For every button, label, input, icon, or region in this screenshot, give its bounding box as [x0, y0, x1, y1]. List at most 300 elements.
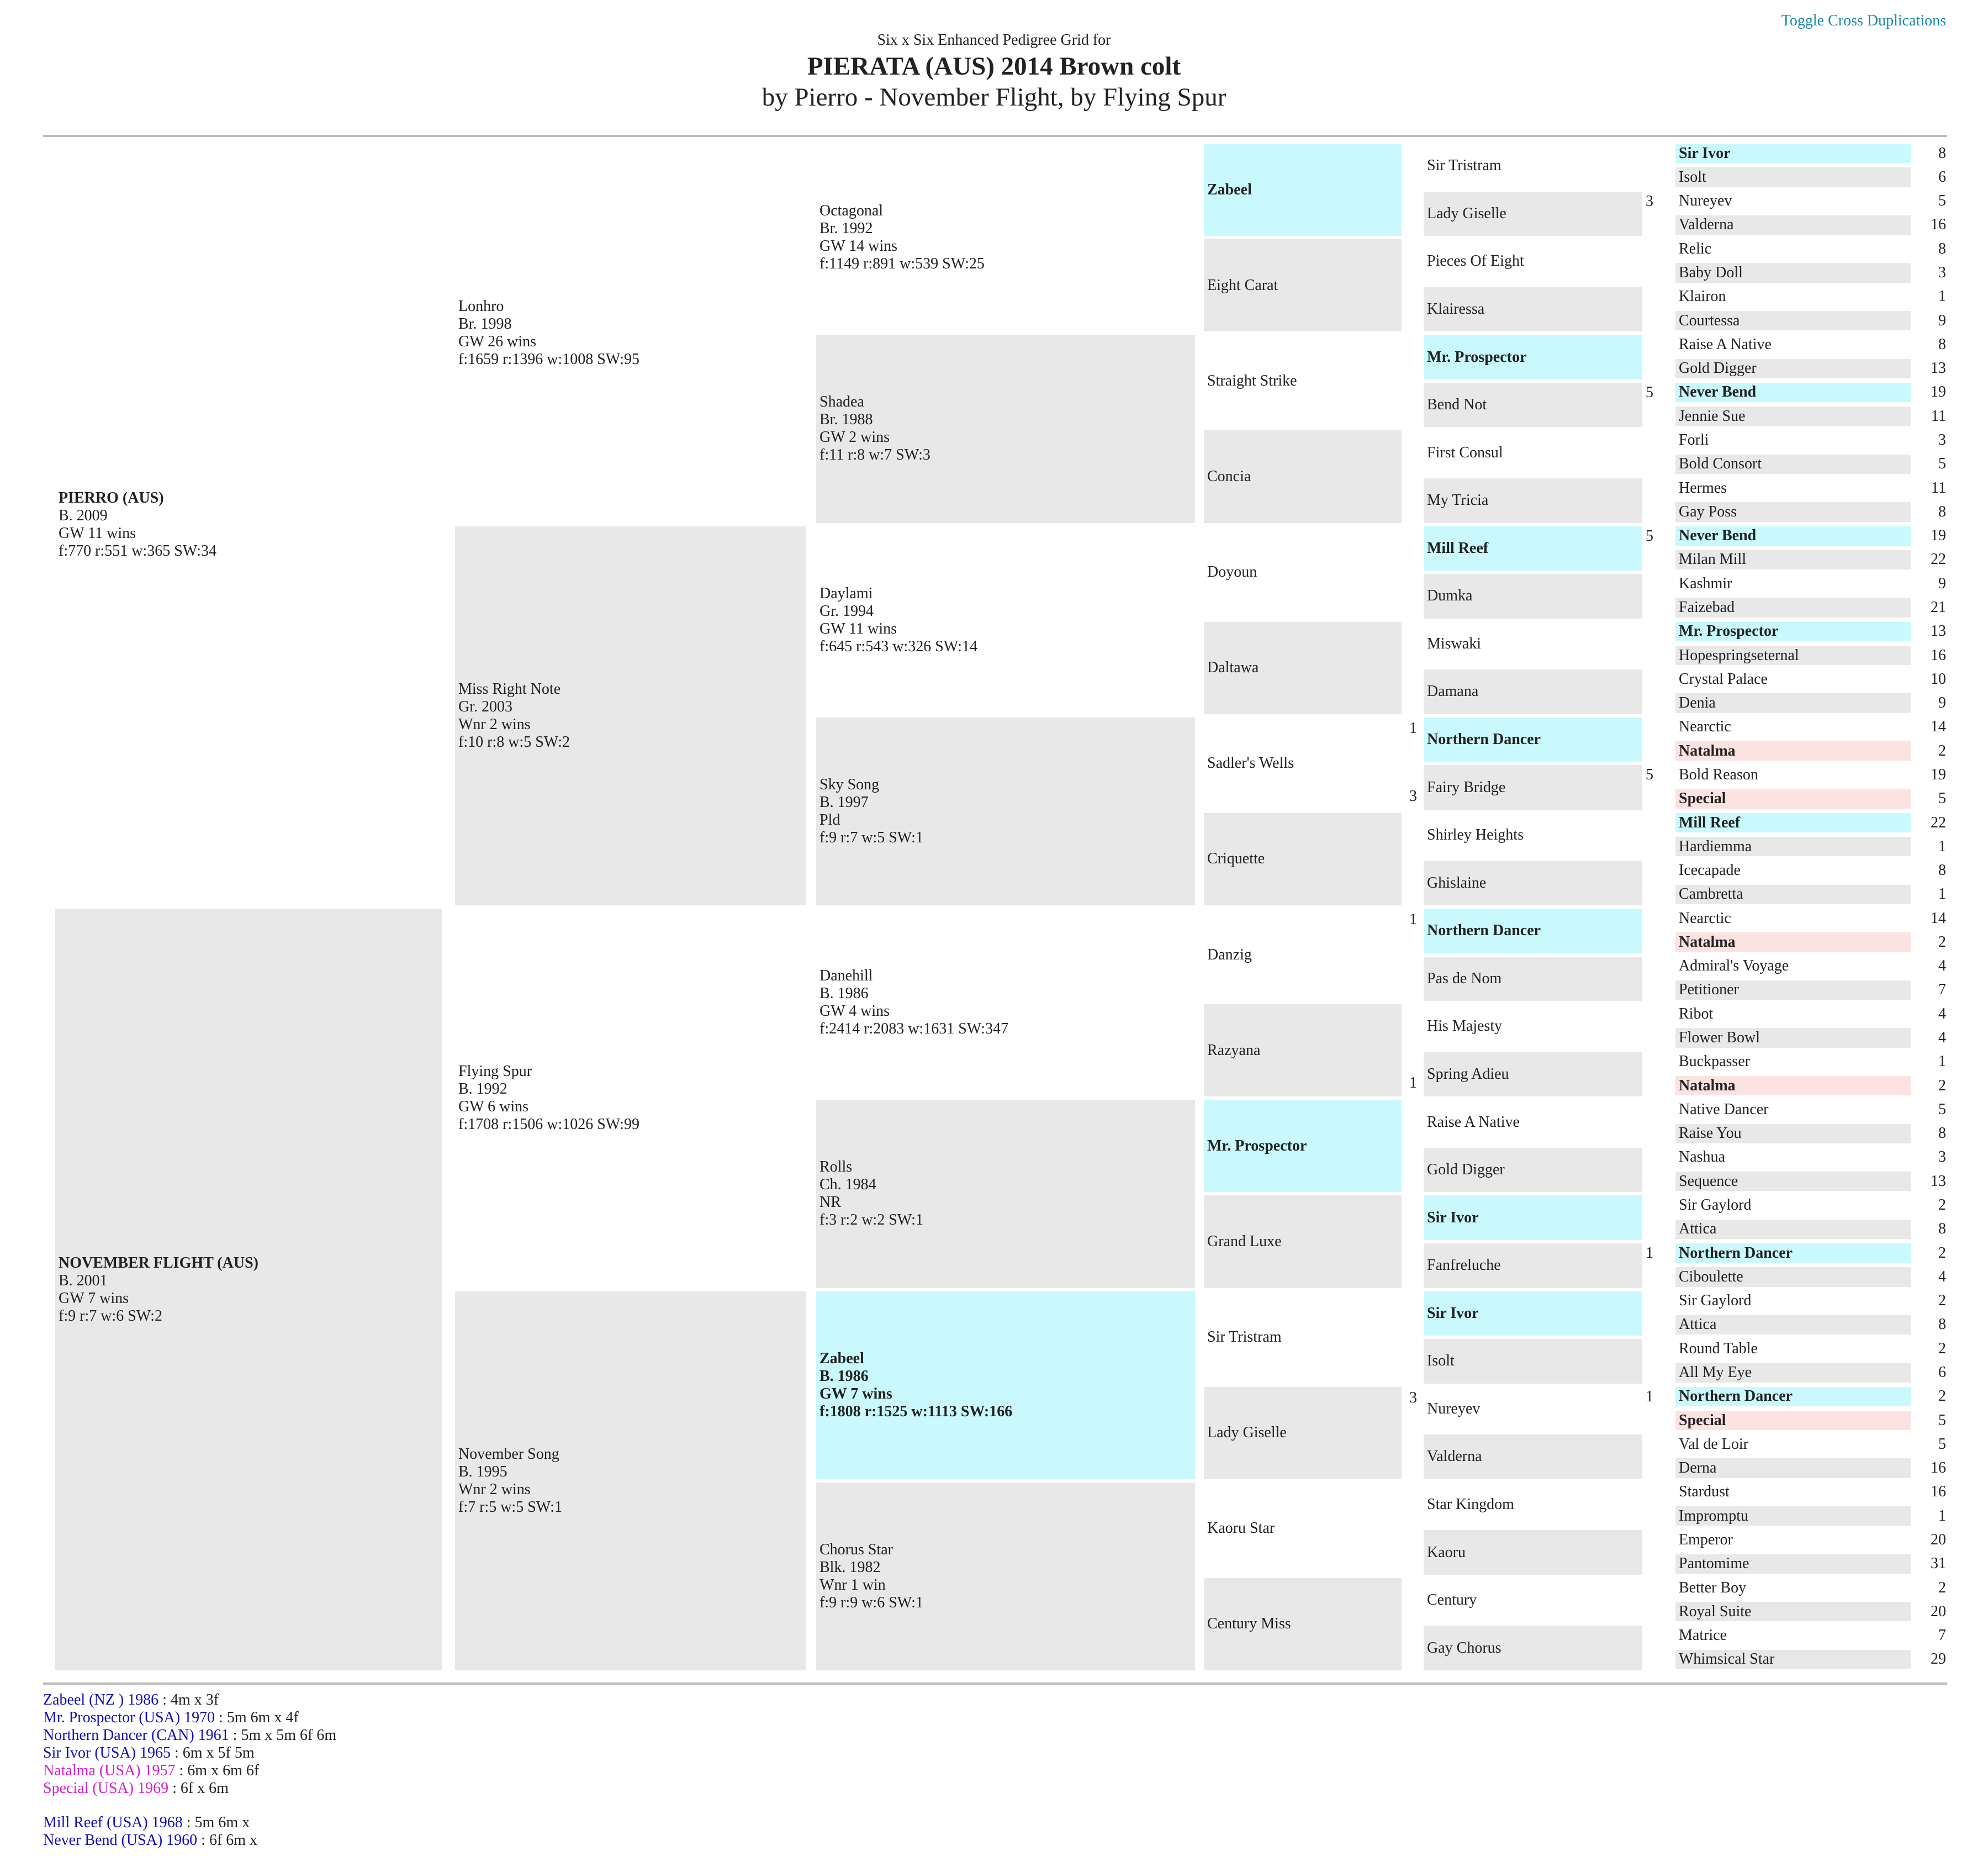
pedigree-cell-pierro-aus[interactable]	[55, 144, 442, 905]
horse-name: All My Eye	[1679, 1363, 1752, 1381]
pedigree-cell-isolt[interactable]	[1675, 167, 1911, 187]
pedigree-cell-damana[interactable]	[1424, 669, 1642, 714]
pedigree-cell-better-boy[interactable]	[1675, 1578, 1911, 1597]
horse-name: First Consul	[1427, 444, 1503, 461]
ancestor-count: 31	[1931, 1555, 1946, 1573]
horse-detail: GW 2 wins	[819, 429, 890, 446]
ancestor-count: 2	[1938, 742, 1946, 759]
horse-detail: f:770 r:551 w:365 SW:34	[59, 542, 216, 560]
ancestor-count: 7	[1938, 981, 1946, 999]
pedigree-cell-royal-suite[interactable]	[1675, 1602, 1911, 1621]
horse-name: Faizebad	[1679, 598, 1735, 616]
pedigree-cell-hopespringseternal[interactable]	[1675, 646, 1911, 665]
horse-detail: B. 2009	[59, 507, 108, 524]
pedigree-cell-forli[interactable]	[1675, 430, 1911, 450]
legend-horse-link[interactable]: Never Bend (USA) 1960	[43, 1832, 198, 1849]
horse-name: Relic	[1679, 240, 1712, 257]
horse-detail: f:9 r:7 w:6 SW:2	[59, 1307, 162, 1325]
pedigree-cell-daltawa[interactable]	[1204, 622, 1402, 714]
legend-row	[43, 1762, 336, 1780]
ancestor-count: 1	[1938, 1053, 1946, 1070]
horse-detail: f:3 r:2 w:2 SW:1	[819, 1211, 923, 1229]
ancestor-count: 4	[1938, 1005, 1946, 1022]
horse-detail: GW 14 wins	[819, 238, 898, 255]
ancestor-count: 20	[1931, 1531, 1946, 1548]
horse-name: Sequence	[1679, 1172, 1738, 1190]
ancestor-count: 19	[1931, 766, 1946, 783]
horse-name: Natalma	[1679, 742, 1736, 759]
horse-name: Danzig	[1207, 946, 1252, 963]
horse-detail: Ch. 1984	[819, 1176, 876, 1194]
pedigree-cell-petitioner[interactable]	[1675, 980, 1911, 1000]
ancestor-count: 9	[1938, 312, 1946, 329]
horse-name: Cambretta	[1679, 885, 1743, 903]
pedigree-cell-shirley-heights[interactable]	[1424, 813, 1642, 858]
cross-count: 3	[1409, 1389, 1417, 1406]
legend-row	[43, 1709, 336, 1727]
legend-horse-link[interactable]: Special (USA) 1969	[43, 1780, 169, 1797]
pedigree-cell-zabeel[interactable]	[1204, 144, 1402, 236]
ancestor-count: 8	[1938, 503, 1946, 520]
horse-name: Better Boy	[1679, 1579, 1747, 1596]
pedigree-cell-matrice[interactable]	[1675, 1626, 1911, 1645]
pedigree-cell-danehill[interactable]	[816, 909, 1195, 1096]
ancestor-count: 22	[1931, 551, 1946, 568]
horse-name: Attica	[1679, 1220, 1717, 1238]
horse-detail: B. 1992	[458, 1080, 507, 1098]
pedigree-cell-cambretta[interactable]	[1675, 885, 1911, 904]
horse-name: Sir Ivor	[1679, 144, 1731, 162]
horse-name: Courtessa	[1679, 312, 1740, 329]
pedigree-cell-sir-ivor[interactable]	[1424, 1195, 1642, 1240]
horse-name: Hermes	[1679, 479, 1727, 497]
pedigree-cell-pieces-of-eight[interactable]	[1424, 239, 1642, 284]
pedigree-cell-hermes[interactable]	[1675, 478, 1911, 498]
horse-name: Doyoun	[1207, 563, 1257, 581]
pedigree-cell-stardust[interactable]	[1675, 1483, 1911, 1502]
legend-cross-text: : 4m x 3f	[158, 1691, 219, 1708]
legend-cross-text: : 5m 6m x 4f	[215, 1709, 299, 1726]
pedigree-cell-sequence[interactable]	[1675, 1172, 1911, 1191]
ancestor-count: 4	[1938, 1029, 1946, 1047]
horse-name: Zabeel	[819, 1349, 864, 1367]
horse-name: Natalma	[1679, 933, 1736, 951]
pedigree-cell-lady-giselle[interactable]	[1424, 192, 1642, 236]
legend-cross-text: : 6m x 5f 5m	[171, 1744, 255, 1761]
pedigree-cell-miss-right-note[interactable]	[455, 526, 806, 906]
horse-name: Nureyev	[1427, 1400, 1481, 1417]
pedigree-cell-never-bend[interactable]	[1675, 526, 1911, 546]
ancestor-count: 13	[1931, 623, 1946, 640]
horse-name: Flower Bowl	[1679, 1029, 1760, 1047]
pedigree-cell-nearctic[interactable]	[1675, 718, 1911, 737]
horse-name: Attica	[1679, 1316, 1717, 1333]
pedigree-cell-valderna[interactable]	[1675, 215, 1911, 235]
horse-detail: NR	[819, 1194, 841, 1211]
cross-count: 5	[1646, 527, 1653, 545]
legend-horse-link[interactable]: Sir Ivor (USA) 1965	[43, 1744, 171, 1761]
horse-name: Jennie Sue	[1679, 407, 1746, 425]
horse-detail: Wnr 2 wins	[458, 1480, 531, 1498]
legend-cross-text: : 6m x 6m 6f	[175, 1762, 260, 1779]
horse-name: Denia	[1679, 694, 1716, 712]
horse-detail: GW 4 wins	[819, 1003, 890, 1020]
horse-name: Whimsical Star	[1679, 1650, 1775, 1668]
horse-name: Mill Reef	[1679, 814, 1741, 831]
horse-name: Raise A Native	[1679, 335, 1772, 353]
horse-name: Bend Not	[1427, 396, 1487, 414]
pedigree-cell-gay-poss[interactable]	[1675, 502, 1911, 521]
pedigree-cell-kashmir[interactable]	[1675, 574, 1911, 593]
pedigree-cell-my-tricia[interactable]	[1424, 478, 1642, 523]
horse-name: Dumka	[1427, 587, 1473, 605]
pedigree-cell-straight-strike[interactable]	[1204, 335, 1402, 427]
horse-name: Mr. Prospector	[1427, 348, 1527, 366]
ancestor-count: 11	[1931, 407, 1946, 425]
ancestor-count: 13	[1931, 360, 1946, 377]
pedigree-cell-klairon[interactable]	[1675, 287, 1911, 307]
pedigree-cell-danzig[interactable]	[1204, 909, 1402, 1001]
legend-row	[43, 1727, 336, 1744]
horse-name: Mr. Prospector	[1207, 1137, 1307, 1154]
pedigree-cell-zabeel[interactable]	[816, 1291, 1195, 1479]
ancestor-count: 5	[1938, 790, 1946, 808]
pedigree-cell-gold-digger[interactable]	[1675, 359, 1911, 378]
pedigree-cell-nureyev[interactable]	[1424, 1387, 1642, 1432]
pedigree-cell-derna[interactable]	[1675, 1458, 1911, 1478]
horse-name: Sir Ivor	[1427, 1209, 1479, 1226]
pedigree-cell-november-song[interactable]	[455, 1291, 806, 1671]
pedigree-cell-octagonal[interactable]	[816, 144, 1195, 331]
pedigree-cell-gold-digger[interactable]	[1424, 1148, 1642, 1193]
pedigree-cell-dumka[interactable]	[1424, 574, 1642, 619]
pedigree-cell-miswaki[interactable]	[1424, 622, 1642, 667]
pedigree-cell-pantomime[interactable]	[1675, 1554, 1911, 1574]
horse-name: Pieces Of Eight	[1427, 252, 1524, 270]
toggle-cross-duplications-link[interactable]: Toggle Cross Duplications	[1781, 12, 1946, 29]
pedigree-cell-isolt[interactable]	[1424, 1339, 1642, 1384]
ancestor-count: 1	[1938, 288, 1946, 305]
pedigree-cell-flower-bowl[interactable]	[1675, 1028, 1911, 1047]
horse-name: Grand Luxe	[1207, 1232, 1282, 1250]
horse-name: Hopespringseternal	[1679, 646, 1799, 664]
horse-title: PIERATA (AUS) 2014 Brown colt	[807, 52, 1181, 81]
ancestor-count: 22	[1931, 814, 1946, 831]
pedigree-cell-his-majesty[interactable]	[1424, 1004, 1642, 1049]
horse-detail: GW 11 wins	[59, 524, 136, 542]
ancestor-count: 4	[1938, 957, 1946, 975]
horse-detail: f:1149 r:891 w:539 SW:25	[819, 255, 985, 273]
pedigree-cell-never-bend[interactable]	[1675, 383, 1911, 402]
ancestor-count: 11	[1931, 479, 1946, 497]
horse-name: Natalma	[1679, 1077, 1736, 1094]
pedigree-cell-emperor[interactable]	[1675, 1530, 1911, 1549]
ancestor-count: 20	[1931, 1602, 1946, 1620]
pedigree-cell-first-consul[interactable]	[1424, 430, 1642, 475]
horse-detail: GW 11 wins	[819, 620, 897, 637]
pedigree-cell-northern-dancer[interactable]	[1675, 1243, 1911, 1263]
horse-name: Bold Consort	[1679, 455, 1762, 473]
ancestor-count: 13	[1931, 1172, 1946, 1190]
pedigree-cell-gay-chorus[interactable]	[1424, 1626, 1642, 1670]
legend-row	[43, 1780, 336, 1797]
pedigree-cell-kaoru-star[interactable]	[1204, 1483, 1402, 1575]
horse-name: Valderna	[1427, 1448, 1482, 1465]
pedigree-cell-sir-ivor[interactable]	[1675, 144, 1911, 163]
ancestor-count: 8	[1938, 1220, 1946, 1238]
legend-row	[43, 1691, 336, 1709]
pedigree-cell-mr-prospector[interactable]	[1424, 335, 1642, 379]
horse-name: Miswaki	[1427, 635, 1481, 652]
horse-name: Nashua	[1679, 1148, 1725, 1166]
ancestor-count: 1	[1938, 885, 1946, 903]
horse-name: Daltawa	[1207, 659, 1259, 677]
bottom-divider	[43, 1682, 1947, 1685]
pedigree-cell-val-de-loir[interactable]	[1675, 1434, 1911, 1454]
pedigree-cell-buckpasser[interactable]	[1675, 1052, 1911, 1072]
horse-name: November Song	[458, 1445, 559, 1463]
pedigree-cell-klairessa[interactable]	[1424, 287, 1642, 332]
legend-horse-link[interactable]: Mr. Prospector (USA) 1970	[43, 1709, 215, 1726]
pedigree-cell-sky-song[interactable]	[816, 718, 1195, 905]
pedigree-cell-lonhro[interactable]	[455, 144, 806, 523]
pedigree-cell-jennie-sue[interactable]	[1675, 407, 1911, 426]
horse-detail: Pld	[819, 811, 840, 829]
legend-cross-text: : 5m x 5m 6f 6m	[229, 1727, 337, 1744]
horse-detail: Wnr 1 win	[819, 1576, 886, 1594]
horse-name: Daylami	[819, 584, 873, 602]
ancestor-count: 2	[1938, 1388, 1946, 1405]
pedigree-cell-special[interactable]	[1675, 789, 1911, 809]
pedigree-cell-fanfreluche[interactable]	[1424, 1243, 1642, 1288]
horse-detail: B. 1986	[819, 985, 869, 1003]
horse-name: My Tricia	[1427, 492, 1489, 509]
top-divider	[43, 135, 1947, 137]
pedigree-cell-round-table[interactable]	[1675, 1339, 1911, 1358]
pedigree-cell-sadler-s-wells[interactable]	[1204, 718, 1402, 810]
horse-detail: Wnr 2 wins	[458, 715, 531, 733]
pedigree-cell-kaoru[interactable]	[1424, 1530, 1642, 1575]
horse-name: His Majesty	[1427, 1017, 1503, 1035]
horse-name: Kaoru	[1427, 1543, 1466, 1561]
horse-name: Emperor	[1679, 1531, 1733, 1548]
pedigree-cell-eight-carat[interactable]	[1204, 239, 1402, 331]
pedigree-cell-criquette[interactable]	[1204, 813, 1402, 905]
ancestor-count: 5	[1938, 192, 1946, 210]
horse-detail: B. 1997	[819, 793, 869, 811]
ancestor-count: 5	[1938, 1100, 1946, 1118]
pedigree-cell-sir-tristram[interactable]	[1204, 1291, 1402, 1384]
horse-name: Fanfreluche	[1427, 1257, 1501, 1274]
ancestor-count: 3	[1938, 431, 1946, 449]
horse-detail: f:10 r:8 w:5 SW:2	[458, 733, 570, 751]
horse-name: Derna	[1679, 1459, 1717, 1477]
pedigree-cell-all-my-eye[interactable]	[1675, 1363, 1911, 1382]
horse-name: Round Table	[1679, 1339, 1758, 1357]
horse-name: Miss Right Note	[458, 680, 561, 698]
horse-name: Spring Adieu	[1427, 1065, 1509, 1083]
ancestor-count: 29	[1931, 1650, 1946, 1668]
pedigree-cell-natalma[interactable]	[1675, 932, 1911, 952]
ancestor-count: 16	[1931, 646, 1946, 664]
legend-horse-link[interactable]: Zabeel (NZ ) 1986	[43, 1691, 159, 1708]
cross-count: 5	[1646, 383, 1653, 401]
horse-name: Never Bend	[1679, 383, 1757, 401]
pedigree-cell-november-flight-aus[interactable]	[55, 909, 442, 1670]
horse-name: Eight Carat	[1207, 276, 1278, 294]
horse-name: Chorus Star	[819, 1541, 893, 1558]
ancestor-count: 2	[1938, 933, 1946, 951]
horse-detail: Gr. 1994	[819, 602, 874, 620]
ancestor-count: 7	[1938, 1627, 1946, 1644]
pedigree-cell-star-kingdom[interactable]	[1424, 1483, 1642, 1527]
pedigree-cell-natalma[interactable]	[1675, 741, 1911, 761]
pedigree-cell-concia[interactable]	[1204, 430, 1402, 523]
horse-name: Nureyev	[1679, 192, 1732, 210]
horse-name: Sir Ivor	[1427, 1304, 1479, 1322]
horse-name: Razyana	[1207, 1041, 1261, 1059]
pedigree-cell-northern-dancer[interactable]	[1424, 909, 1642, 953]
pedigree-cell-mill-reef[interactable]	[1675, 813, 1911, 832]
horse-name: NOVEMBER FLIGHT (AUS)	[59, 1254, 258, 1272]
ancestor-count: 19	[1931, 383, 1946, 401]
horse-name: Mill Reef	[1427, 539, 1489, 557]
ancestor-count: 16	[1931, 1483, 1946, 1501]
pedigree-cell-mr-prospector[interactable]	[1204, 1100, 1402, 1192]
horse-name: Rolls	[819, 1158, 853, 1176]
horse-detail: Gr. 2003	[458, 698, 512, 715]
pedigree-cell-doyoun[interactable]	[1204, 526, 1402, 619]
horse-detail: f:645 r:543 w:326 SW:14	[819, 637, 977, 655]
pedigree-cell-bend-not[interactable]	[1424, 383, 1642, 428]
horse-name: Sir Tristram	[1207, 1328, 1282, 1346]
pedigree-cell-pas-de-nom[interactable]	[1424, 957, 1642, 1001]
pedigree-cell-ribot[interactable]	[1675, 1004, 1911, 1024]
cross-count: 1	[1409, 1074, 1417, 1092]
pedigree-cell-shadea[interactable]	[816, 335, 1195, 523]
horse-name: Special	[1679, 1411, 1726, 1429]
horse-detail: f:1808 r:1525 w:1113 SW:166	[819, 1402, 1013, 1420]
horse-name: Sky Song	[819, 776, 880, 793]
pedigree-cell-icecapade[interactable]	[1675, 861, 1911, 880]
pedigree-cell-daylami[interactable]	[816, 526, 1195, 714]
ancestor-count: 1	[1938, 837, 1946, 855]
pedigree-cell-spring-adieu[interactable]	[1424, 1052, 1642, 1097]
pedigree-cell-sir-ivor[interactable]	[1424, 1291, 1642, 1336]
pedigree-cell-lady-giselle[interactable]	[1204, 1387, 1402, 1479]
horse-detail: GW 7 wins	[819, 1385, 892, 1402]
ancestor-count: 2	[1938, 1579, 1946, 1596]
pedigree-cell-native-dancer[interactable]	[1675, 1100, 1911, 1119]
pedigree-cell-raise-a-native[interactable]	[1424, 1100, 1642, 1144]
horse-name: Mr. Prospector	[1679, 623, 1779, 640]
horse-name: Flying Spur	[458, 1063, 532, 1080]
horse-detail: GW 6 wins	[458, 1098, 529, 1116]
horse-name: Northern Dancer	[1679, 1244, 1793, 1262]
pedigree-cell-nearctic[interactable]	[1675, 909, 1911, 928]
pedigree-cell-nureyev[interactable]	[1675, 192, 1911, 211]
pedigree-cell-relic[interactable]	[1675, 239, 1911, 259]
pedigree-cell-northern-dancer[interactable]	[1424, 718, 1642, 762]
pedigree-cell-baby-doll[interactable]	[1675, 263, 1911, 282]
pedigree-cell-nashua[interactable]	[1675, 1148, 1911, 1167]
horse-name: Forli	[1679, 431, 1709, 449]
horse-name: Matrice	[1679, 1627, 1727, 1644]
horse-detail: B. 2001	[59, 1272, 108, 1289]
pedigree-cell-ghislaine[interactable]	[1424, 861, 1642, 905]
horse-name: Shirley Heights	[1427, 826, 1524, 844]
pedigree-cell-sir-gaylord[interactable]	[1675, 1195, 1911, 1215]
pedigree-cell-hardiemma[interactable]	[1675, 837, 1911, 856]
pedigree-cell-sir-gaylord[interactable]	[1675, 1291, 1911, 1311]
ancestor-count: 10	[1931, 670, 1946, 688]
horse-name: Ghislaine	[1427, 874, 1487, 892]
pedigree-cell-mill-reef[interactable]	[1424, 526, 1642, 571]
pedigree-cell-ciboulette[interactable]	[1675, 1267, 1911, 1286]
pedigree-cell-sir-tristram[interactable]	[1424, 144, 1642, 188]
pedigree-cell-bold-reason[interactable]	[1675, 765, 1911, 784]
pedigree-cell-fairy-bridge[interactable]	[1424, 765, 1642, 810]
horse-name: Fairy Bridge	[1427, 778, 1506, 796]
pedigree-cell-bold-consort[interactable]	[1675, 455, 1911, 474]
ancestor-count: 3	[1938, 1148, 1946, 1166]
legend-horse-link[interactable]: Natalma (USA) 1957	[43, 1762, 176, 1779]
legend-horse-link[interactable]: Northern Dancer (CAN) 1961	[43, 1727, 229, 1744]
pedigree-cell-flying-spur[interactable]	[455, 909, 806, 1288]
pedigree-cell-chorus-star[interactable]	[816, 1483, 1195, 1670]
pedigree-cell-crystal-palace[interactable]	[1675, 669, 1911, 689]
horse-name: Klairon	[1679, 288, 1726, 305]
pedigree-cell-century-miss[interactable]	[1204, 1578, 1402, 1670]
horse-name: Shadea	[819, 393, 864, 411]
pedigree-cell-special[interactable]	[1675, 1411, 1911, 1430]
pedigree-cell-rolls[interactable]	[816, 1100, 1195, 1288]
pedigree-cell-century[interactable]	[1424, 1578, 1642, 1623]
pedigree-cell-raise-you[interactable]	[1675, 1124, 1911, 1143]
pedigree-cell-mr-prospector[interactable]	[1675, 622, 1911, 641]
cross-count: 1	[1409, 911, 1417, 928]
horse-detail: f:2414 r:2083 w:1631 SW:347	[819, 1020, 1008, 1038]
horse-detail: f:7 r:5 w:5 SW:1	[458, 1498, 562, 1516]
pedigree-cell-attica[interactable]	[1675, 1220, 1911, 1239]
duplication-legend	[43, 1691, 336, 1849]
horse-name: Lady Giselle	[1427, 204, 1506, 222]
pedigree-cell-courtessa[interactable]	[1675, 311, 1911, 330]
pedigree-cell-valderna[interactable]	[1424, 1434, 1642, 1479]
pedigree-cell-denia[interactable]	[1675, 693, 1911, 713]
pedigree-cell-raise-a-native[interactable]	[1675, 335, 1911, 354]
horse-name: Gay Chorus	[1427, 1639, 1501, 1657]
pedigree-cell-faizebad[interactable]	[1675, 598, 1911, 617]
pedigree-cell-razyana[interactable]	[1204, 1004, 1402, 1096]
pedigree-cell-admiral-s-voyage[interactable]	[1675, 957, 1911, 976]
pedigree-cell-grand-luxe[interactable]	[1204, 1195, 1402, 1288]
pedigree-cell-milan-mill[interactable]	[1675, 550, 1911, 569]
pedigree-cell-whimsical-star[interactable]	[1675, 1650, 1911, 1669]
legend-horse-link[interactable]: Mill Reef (USA) 1968	[43, 1814, 183, 1831]
pedigree-cell-northern-dancer[interactable]	[1675, 1387, 1911, 1406]
pedigree-cell-natalma[interactable]	[1675, 1076, 1911, 1095]
pedigree-cell-impromptu[interactable]	[1675, 1506, 1911, 1526]
horse-name: Baby Doll	[1679, 264, 1743, 282]
legend-cross-text: : 6f x 6m	[168, 1780, 229, 1797]
pedigree-cell-attica[interactable]	[1675, 1315, 1911, 1334]
horse-name: Zabeel	[1207, 181, 1252, 198]
cross-count: 3	[1646, 192, 1653, 210]
ancestor-count: 9	[1938, 694, 1946, 712]
ancestor-count: 2	[1938, 1244, 1946, 1262]
horse-detail: f:1659 r:1396 w:1008 SW:95	[458, 351, 639, 368]
